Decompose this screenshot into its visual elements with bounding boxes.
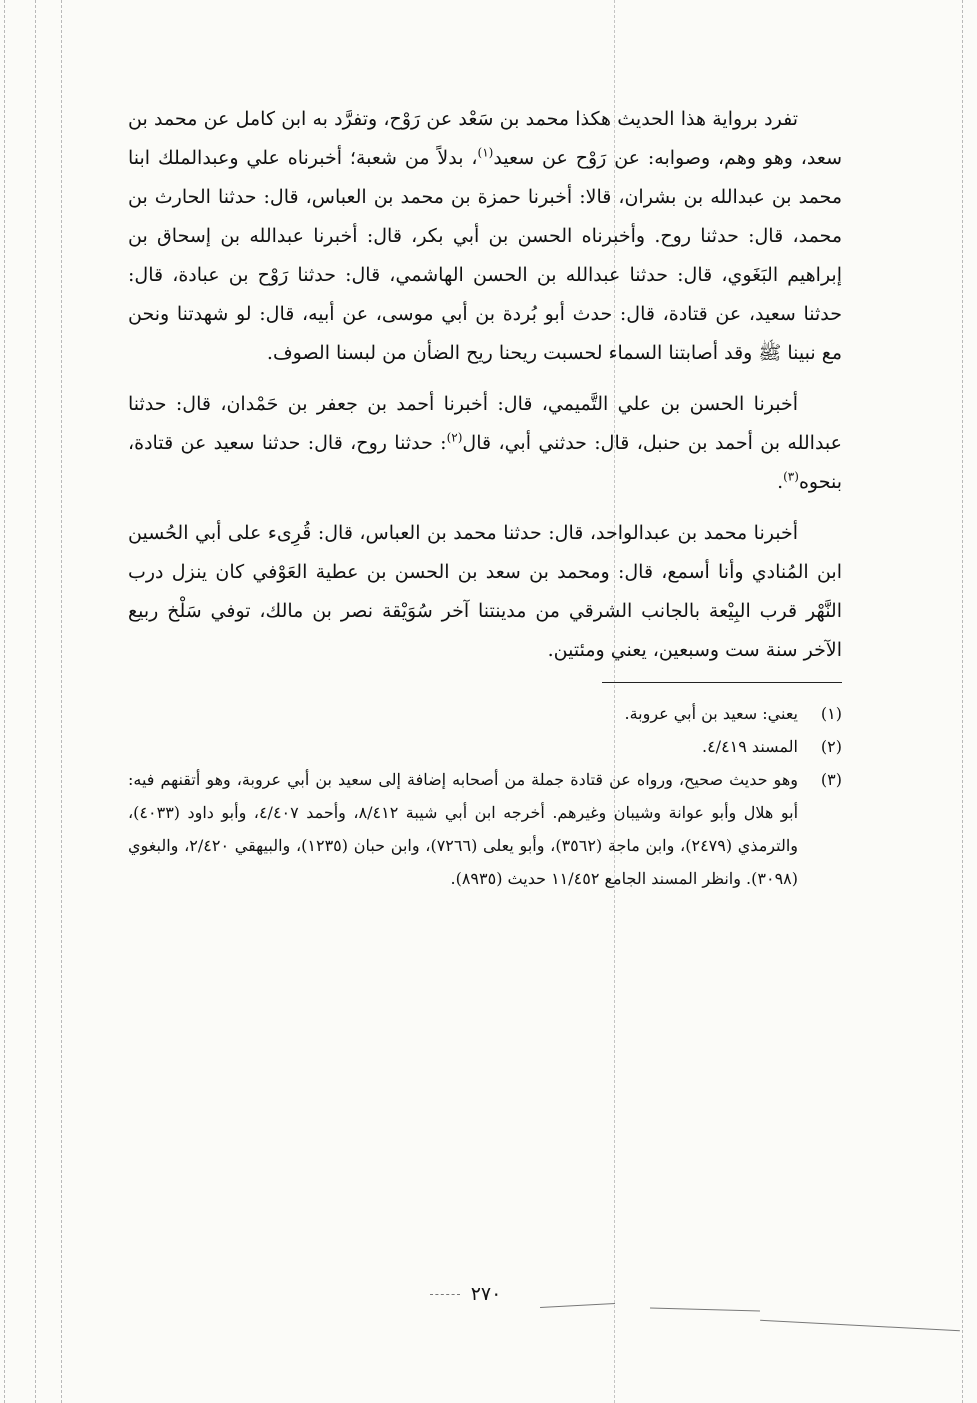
paragraph-1-text: تفرد برواية هذا الحديث هكذا محمد بن سَعْد عن رَوْح، وتفرَّد به ابن كامل عن محمد بن سعد، وهو وهم، وصوابه: عن رَوْح عن سعيد bbox=[128, 108, 842, 169]
scan-guide-line bbox=[962, 0, 963, 1403]
paragraph-3: أخبرنا محمد بن عبدالواحد، قال: حدثنا محمد بن العباس، قال: قُرِىء على أبي الحُسين ابن المُنادي وأنا أسمع، قال: ومحمد بن سعد بن الحسن بن عطية العَوْفي كان ينزل درب النَّهْر قرب البِيْعة بالجانب الشرقي من مدينتنا آخر سُوَيْقة نصر بن مالك، توفي سَلْخ ربيع الآخر سنة ست وسبعين، يعني ومئتين. bbox=[128, 522, 842, 661]
scan-guide-line bbox=[4, 0, 5, 1403]
footnotes-list bbox=[128, 697, 842, 895]
scan-stroke bbox=[540, 1303, 615, 1308]
page-number: ٢٧٠ bbox=[470, 1283, 502, 1305]
footnote-text: يعني: سعيد بن أبي عروبة. bbox=[624, 704, 798, 723]
paragraph-2 bbox=[128, 385, 842, 502]
footnote-ref-3[interactable]: (٣) bbox=[783, 469, 799, 484]
footnote-item bbox=[128, 730, 842, 763]
footnote-separator bbox=[602, 682, 842, 683]
paragraph-2-end: . bbox=[777, 471, 784, 493]
footnote-ref-2[interactable]: (٢) bbox=[446, 430, 463, 445]
footnote-text: المسند ٤/٤١٩. bbox=[701, 737, 798, 756]
scan-guide-line bbox=[61, 0, 62, 1403]
page-body bbox=[128, 100, 842, 895]
paragraph-1-continuation: ، بدلاً من شعبة؛ أخبرناه علي وعبدالملك ابنا محمد بن عبدالله بن بشران، قالا: أخبرنا حمزة بن محمد بن العباس، قال: حدثنا الحارث بن محمد، قال: حدثنا روح. وأخبرناه الحسن بن أبي بكر، قال: أخبرنا عبدالله بن إسحاق بن إبراهيم البَغَوي، قال: حدثنا عبدالله بن الحسن الهاشمي، قال: حدثنا رَوْح بن عبادة، قال: حدثنا سعيد، عن قتادة، قال: حدث أبو بُردة بن أبي موسى، عن أبيه، قال: لو شهدتنا ونحن مع نبينا ﷺ وقد أصابتنا السماء لحسبت ريحنا ريح الضأن من لبسنا الصوف. bbox=[128, 147, 842, 364]
scan-stroke bbox=[760, 1320, 960, 1331]
footnote-ref-1[interactable]: (١) bbox=[477, 145, 494, 160]
footnote-item bbox=[128, 763, 842, 895]
footnote-number: (٣) bbox=[820, 770, 842, 789]
footnote-number: (٢) bbox=[820, 737, 842, 756]
paragraph-2-continuation: : حدثنا روح، قال: حدثنا سعيد عن قتادة، بنحوه bbox=[128, 432, 842, 493]
scan-guide-line bbox=[35, 0, 36, 1403]
paragraph-1 bbox=[128, 100, 842, 373]
paragraph-2-text: أخبرنا الحسن بن علي التَّميمي، قال: أخبرنا أحمد بن جعفر بن حَمْدان، قال: حدثنا عبدالله بن أحمد بن حنبل، قال: حدثني أبي، قال bbox=[128, 393, 842, 454]
scan-stroke bbox=[650, 1308, 760, 1312]
footnote-item bbox=[128, 697, 842, 730]
footnote-number: (١) bbox=[820, 704, 842, 723]
footnote-text: وهو حديث صحيح، ورواه عن قتادة جملة من أصحابه إضافة إلى سعيد بن أبي عروبة، وهو أتقنهم فيه: أبو هلال وأبو عوانة وشيبان وغيرهم. أخرجه ابن أبي شيبة ٨/٤١٢، وأحمد ٤/٤٠٧، وأبو داود (٤٠٣٣)، والترمذي (٢٤٧٩)، وابن ماجة (٣٥٦٢)، وأبو يعلى (٧٢٦٦)، وابن حبان (١٢٣٥)، والبيهقي ٢/٤٢٠، والبغوي (٣٠٩٨). وانظر المسند الجامع ١١/٤٥٢ حديث (٨٩٣٥). bbox=[128, 770, 799, 888]
